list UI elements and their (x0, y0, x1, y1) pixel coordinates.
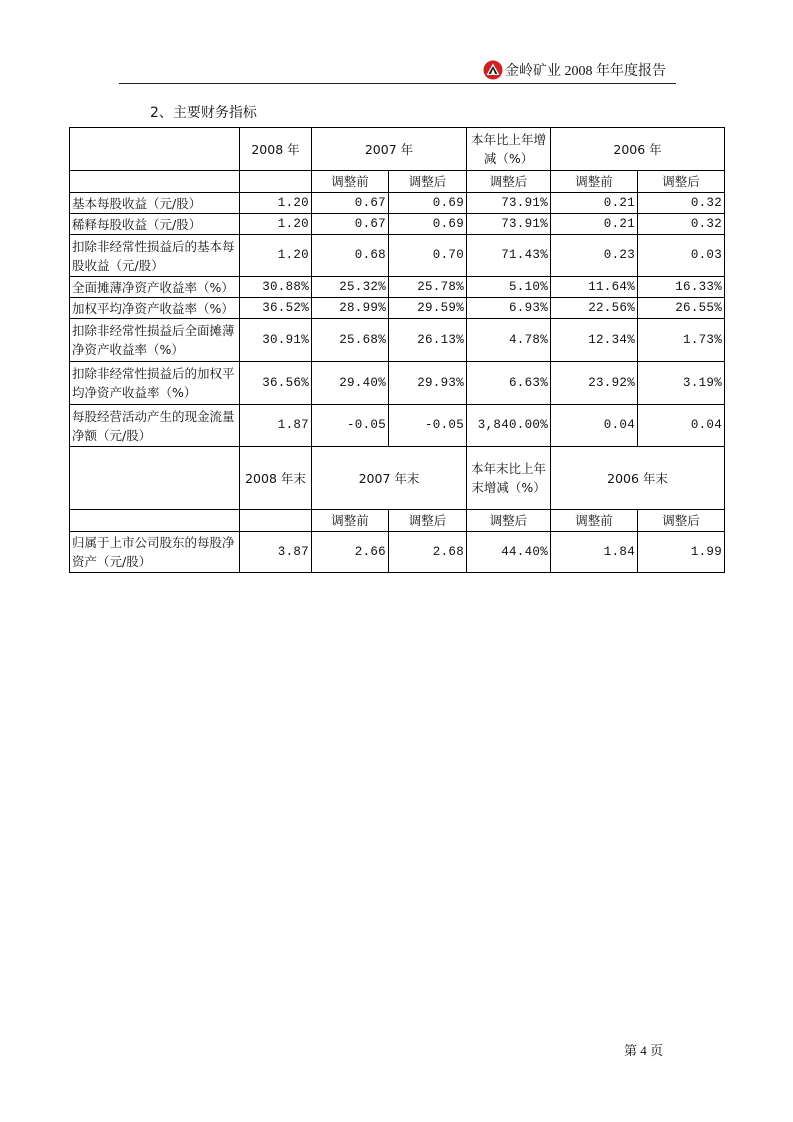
page-header (119, 56, 676, 84)
header-change-end: 本年末比上年末增减（%） (467, 447, 551, 510)
subheader-cell: 调整前 (312, 510, 389, 532)
value-cell: 0.70 (389, 235, 467, 277)
value-cell: 29.40% (312, 362, 389, 405)
row-label: 扣除非经常性损益后的加权平均净资产收益率（%） (70, 362, 240, 405)
value-cell: 73.91% (467, 193, 551, 214)
table-header-row (70, 128, 725, 171)
table-row (70, 319, 725, 362)
table-row (70, 277, 725, 298)
header-2006: 2006 年 (551, 128, 725, 171)
row-label: 稀释每股收益（元/股） (70, 214, 240, 235)
subheader-cell: 调整后 (389, 510, 467, 532)
value-cell: 0.69 (389, 193, 467, 214)
value-cell: 1.73% (638, 319, 725, 362)
value-cell: 0.32 (638, 214, 725, 235)
value-cell: 26.13% (389, 319, 467, 362)
table-row (70, 214, 725, 235)
value-cell: 22.56% (551, 298, 638, 319)
value-cell: 0.03 (638, 235, 725, 277)
table-row (70, 235, 725, 277)
value-cell: 0.23 (551, 235, 638, 277)
value-cell: 30.91% (240, 319, 312, 362)
value-cell: 25.68% (312, 319, 389, 362)
table-header-row-2 (70, 447, 725, 510)
value-cell: 3,840.00% (467, 405, 551, 447)
subheader-cell: 调整后 (638, 171, 725, 193)
header-2008-end: 2008 年末 (240, 447, 312, 510)
table-row (70, 298, 725, 319)
financial-indicators-table (69, 127, 725, 573)
value-cell: 28.99% (312, 298, 389, 319)
subheader-cell: 调整后 (467, 510, 551, 532)
value-cell: 29.93% (389, 362, 467, 405)
table-row (70, 362, 725, 405)
table-row (70, 532, 725, 573)
row-label: 归属于上市公司股东的每股净资产（元/股） (70, 532, 240, 573)
section-title: 2、主要财务指标 (150, 105, 257, 121)
value-cell: 12.34% (551, 319, 638, 362)
subheader-cell (70, 171, 240, 193)
value-cell: -0.05 (312, 405, 389, 447)
row-label: 基本每股收益（元/股） (70, 193, 240, 214)
value-cell: 0.69 (389, 214, 467, 235)
table-subheader-row-2 (70, 510, 725, 532)
header-blank (70, 447, 240, 510)
value-cell: 44.40% (467, 532, 551, 573)
value-cell: 1.99 (638, 532, 725, 573)
table-subheader-row (70, 171, 725, 193)
value-cell: 23.92% (551, 362, 638, 405)
row-label: 扣除非经常性损益后的基本每股收益（元/股） (70, 235, 240, 277)
value-cell: 16.33% (638, 277, 725, 298)
value-cell: 0.04 (551, 405, 638, 447)
value-cell: 73.91% (467, 214, 551, 235)
value-cell: 4.78% (467, 319, 551, 362)
value-cell: 30.88% (240, 277, 312, 298)
header-blank (70, 128, 240, 171)
header-title-group (483, 60, 666, 80)
table-row (70, 405, 725, 447)
value-cell: 6.63% (467, 362, 551, 405)
page-number: 第 4 页 (624, 1043, 664, 1058)
header-2007-end: 2007 年末 (312, 447, 467, 510)
value-cell: 6.93% (467, 298, 551, 319)
header-2006-end: 2006 年末 (551, 447, 725, 510)
value-cell: 0.32 (638, 193, 725, 214)
value-cell: 1.20 (240, 193, 312, 214)
row-label: 每股经营活动产生的现金流量净额（元/股） (70, 405, 240, 447)
header-2008: 2008 年 (240, 128, 312, 171)
header-change: 本年比上年增减（%） (467, 128, 551, 171)
table-row (70, 193, 725, 214)
subheader-cell: 调整后 (638, 510, 725, 532)
value-cell: 36.52% (240, 298, 312, 319)
subheader-cell: 调整后 (389, 171, 467, 193)
value-cell: 3.19% (638, 362, 725, 405)
jinling-mining-logo-icon (483, 60, 503, 80)
subheader-cell: 调整后 (467, 171, 551, 193)
value-cell: 0.68 (312, 235, 389, 277)
value-cell: -0.05 (389, 405, 467, 447)
row-label: 加权平均净资产收益率（%） (70, 298, 240, 319)
header-divider (119, 83, 676, 84)
value-cell: 0.67 (312, 193, 389, 214)
value-cell: 5.10% (467, 277, 551, 298)
value-cell: 11.64% (551, 277, 638, 298)
value-cell: 71.43% (467, 235, 551, 277)
subheader-cell: 调整前 (551, 510, 638, 532)
value-cell: 29.59% (389, 298, 467, 319)
value-cell: 0.21 (551, 193, 638, 214)
value-cell: 0.67 (312, 214, 389, 235)
value-cell: 2.66 (312, 532, 389, 573)
value-cell: 1.20 (240, 214, 312, 235)
value-cell: 0.21 (551, 214, 638, 235)
subheader-cell (70, 510, 240, 532)
value-cell: 1.20 (240, 235, 312, 277)
subheader-cell: 调整前 (312, 171, 389, 193)
value-cell: 36.56% (240, 362, 312, 405)
report-title: 金岭矿业 2008 年年度报告 (505, 64, 666, 79)
value-cell: 3.87 (240, 532, 312, 573)
header-2007: 2007 年 (312, 128, 467, 171)
subheader-cell: 调整前 (551, 171, 638, 193)
value-cell: 2.68 (389, 532, 467, 573)
value-cell: 25.32% (312, 277, 389, 298)
row-label: 扣除非经常性损益后全面摊薄净资产收益率（%） (70, 319, 240, 362)
subheader-cell (240, 171, 312, 193)
subheader-cell (240, 510, 312, 532)
row-label: 全面摊薄净资产收益率（%） (70, 277, 240, 298)
value-cell: 25.78% (389, 277, 467, 298)
value-cell: 0.04 (638, 405, 725, 447)
value-cell: 1.87 (240, 405, 312, 447)
value-cell: 1.84 (551, 532, 638, 573)
value-cell: 26.55% (638, 298, 725, 319)
